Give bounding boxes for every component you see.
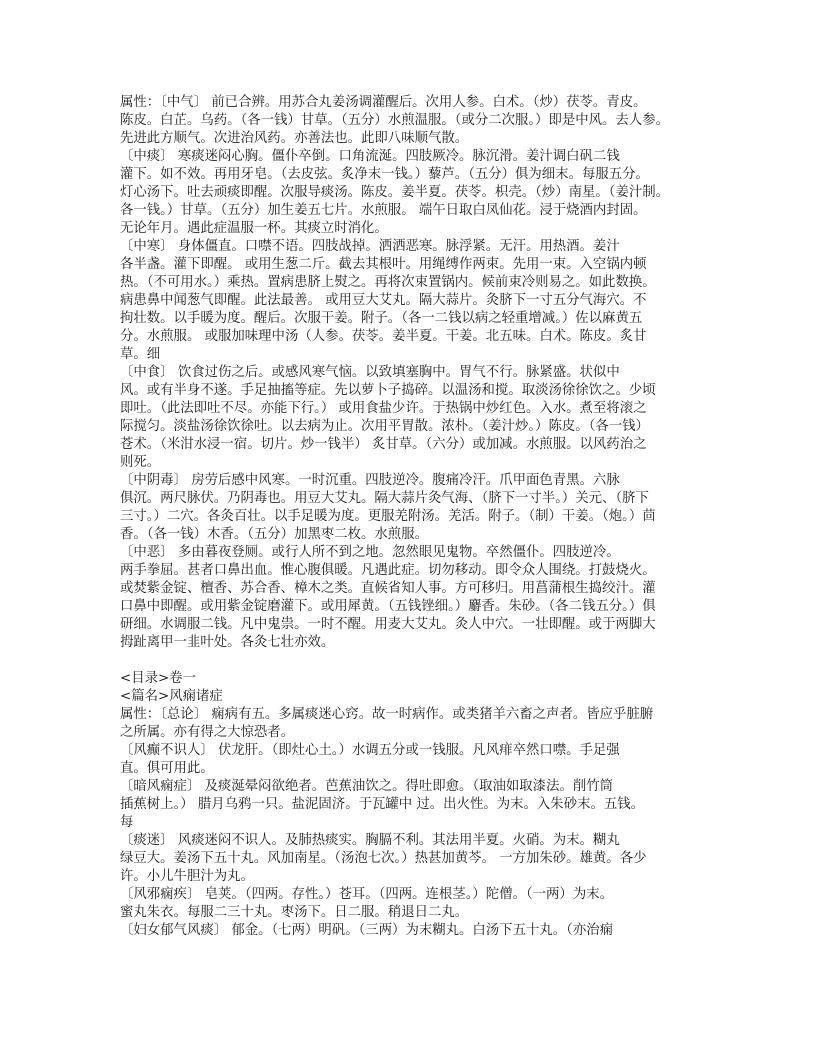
text-line: 〔暗风痫症〕 及痰涎晕闷欲绝者。芭蕉油饮之。得吐即愈。（取油如取漆法。削竹筒 <box>120 779 614 794</box>
text-line: 或焚紫金锭、檀香、苏合香、樟木之类。直候省知人事。方可移归。用菖蒲根生捣绞汁。灌 <box>120 581 656 596</box>
text-line: 无论年月。遇此症温服一杯。其痰立时消化。 <box>120 221 388 236</box>
text-line: 〔妇女郁气风痰〕 郁金。（七两）明矾。（三两）为末糊丸。白汤下五十丸。（亦治痫 <box>120 923 613 938</box>
text-line: 热。（不可用水。）乘热。置病患脐上熨之。再将次束置锅内。候前束冷则易之。如此数换。 <box>120 275 656 290</box>
toc-heading: <目录>卷一 <box>120 671 197 686</box>
text-line: 香。（各一钱）木香。（五分）加黑枣二枚。水煎服。 <box>120 527 428 542</box>
text-line: 先进此方顺气。次进治风药。亦善法也。此即八味顺气散。 <box>120 131 469 146</box>
text-line: 口鼻中即醒。或用紫金锭磨灌下。或用犀黄。（五钱锉细。）麝香。朱砂。（各二钱五分。）俱 <box>120 599 656 614</box>
text-line: 〔中阴毒〕 房劳后感中风寒。一时沉重。四肢逆冷。腹痛冷汗。爪甲面色青黑。六脉 <box>120 473 620 488</box>
text-line: 风。或有半身不遂。手足抽搐等症。先以萝卜子捣碎。以温汤和搅。取淡汤徐徐饮之。少顷 <box>120 383 656 398</box>
paragraph-spacer <box>120 652 700 670</box>
text-line: 〔中寒〕 身体僵直。口噤不语。四肢战掉。洒洒恶寒。脉浮紧。无汗。用热酒。姜汁 <box>120 239 620 254</box>
text-line: 研细。水调服二钱。凡中鬼祟。一时不醒。用麦大艾丸。灸人中穴。一壮即醒。或于两脚大 <box>120 617 656 632</box>
text-line: 〔风邪痫疾〕 皂荚。（四两。存性。）苍耳。（四两。连根茎。）陀僧。（一两）为末。 <box>120 887 613 902</box>
text-line: 陈皮。白芷。乌药。（各一钱）甘草。（五分）水煎温服。（或分二次服。）即是中风。去人参。 <box>120 113 669 128</box>
text-line: 草。细 <box>120 347 161 362</box>
text-line: 绿豆大。姜汤下五十丸。风加南星。（汤泡七次。）热甚加黄芩。 一方加朱砂。雄黄。各少 <box>120 851 647 866</box>
text-line: 蜜丸朱衣。每服二三十丸。枣汤下。日二服。稍退日二丸。 <box>120 905 469 920</box>
text-line: 灯心汤下。吐去顽痰即醒。次服导痰汤。陈皮。姜半夏。茯苓。枳壳。（炒）南星。（姜汁制。 <box>120 185 670 200</box>
text-line: 病患鼻中闻葱气即醒。此法最善。 或用豆大艾丸。隔大蒜片。灸脐下一寸五分气海穴。不 <box>120 293 647 308</box>
text-line: 〔风癫不识人〕 伏龙肝。（即灶心土。）水调五分或一钱服。凡风痱卒然口噤。手足强 <box>120 743 620 758</box>
text-line: 分。水煎服。 或服加味理中汤（人参。茯苓。姜半夏。干姜。北五味。白术。陈皮。炙甘 <box>120 329 647 344</box>
text-line: 〔中恶〕 多由暮夜登厕。或行人所不到之地。忽然眼见鬼物。卒然僵仆。四肢逆冷。 <box>120 545 620 560</box>
text-line: 各半盏。灌下即醒。 或用生葱二斤。截去其根叶。用绳缚作两束。先用一束。入空锅内顿 <box>120 257 647 272</box>
section-fengxian-disorders <box>120 706 700 940</box>
text-line: 两手拳屈。甚者口鼻出血。惟心腹俱暖。凡遇此症。切勿移动。即令众人围绕。打鼓烧火。 <box>120 563 656 578</box>
text-line: 拘壮数。以手暖为度。醒后。次服干姜。附子。（各一二钱以病之轻重增减。）佐以麻黄五 <box>120 311 643 326</box>
text-line: 俱沉。两尺脉伏。乃阴毒也。用豆大艾丸。隔大蒜片灸气海、（脐下一寸半。）关元、（脐下 <box>120 491 649 506</box>
text-line: 插蕉树上。） 腊月乌鸦一只。盐泥固济。于瓦罐中 过。出火性。为末。入朱砂末。五钱。 <box>120 797 645 812</box>
chapter-heading: <篇名>风痫诸症 <box>120 689 223 704</box>
text-line: 拇趾离甲一韭叶处。各灸七壮亦效。 <box>120 635 335 650</box>
text-line: 〔中痰〕 寒痰迷闷心胸。僵仆卒倒。口角流涎。四肢厥冷。脉沉滑。姜汁调白矾二钱 <box>120 149 620 164</box>
text-line: 苍术。（米泔水浸一宿。切片。炒一钱半） 炙甘草。（六分）或加减。水煎服。以风药治之 <box>120 437 647 452</box>
text-line: 许。小儿牛胆汁为丸。 <box>120 869 254 884</box>
text-line: 〔中食〕 饮食过伤之后。或感风寒气恼。以致填塞胸中。胃气不行。脉紧盛。状似中 <box>120 365 620 380</box>
text-line: 每 <box>120 815 134 830</box>
text-line: 〔痰迷〕 风痰迷闷不识人。及肺热痰实。胸膈不利。其法用半夏。火硝。为末。糊丸 <box>120 833 620 848</box>
text-line: 直。俱可用此。 <box>120 761 214 776</box>
text-line: 属性：〔总论〕 痫病有五。多属痰迷心窍。故一时病作。或类猪羊六畜之声者。皆应乎脏腑 <box>120 707 654 722</box>
document-page <box>120 94 700 940</box>
text-line: 各一钱。）甘草。（五分）加生姜五七片。水煎服。 端午日取白凤仙花。浸于烧酒内封固。 <box>120 203 647 218</box>
text-line: 属性：〔中气〕 前已合辨。用苏合丸姜汤调灌醒后。次用人参。白术。（炒）茯苓。青皮。 <box>120 95 647 110</box>
text-line: 则死。 <box>120 455 161 470</box>
text-line: 即吐。（此法即吐不尽。亦能下行。） 或用食盐少许。于热锅中炒红色。入水。煮至将滚之 <box>120 401 647 416</box>
text-line: 际搅匀。淡盐汤徐饮徐吐。以去病为止。次用平胃散。浓朴。（姜汁炒。）陈皮。（各一钱） <box>120 419 649 434</box>
text-line: 之所属。亦有得之大惊恐者。 <box>120 725 295 740</box>
text-line: 灌下。如不效。再用牙皂。（去皮弦。炙净末一钱。）藜芦。（五分）俱为细末。每服五分。 <box>120 167 649 182</box>
text-line: 三寸。）二穴。各灸百壮。以手足暖为度。更服羌附汤。羌活。附子。（制）干姜。（炮。）茴 <box>120 509 656 524</box>
section-zhongfeng-types <box>120 94 700 652</box>
